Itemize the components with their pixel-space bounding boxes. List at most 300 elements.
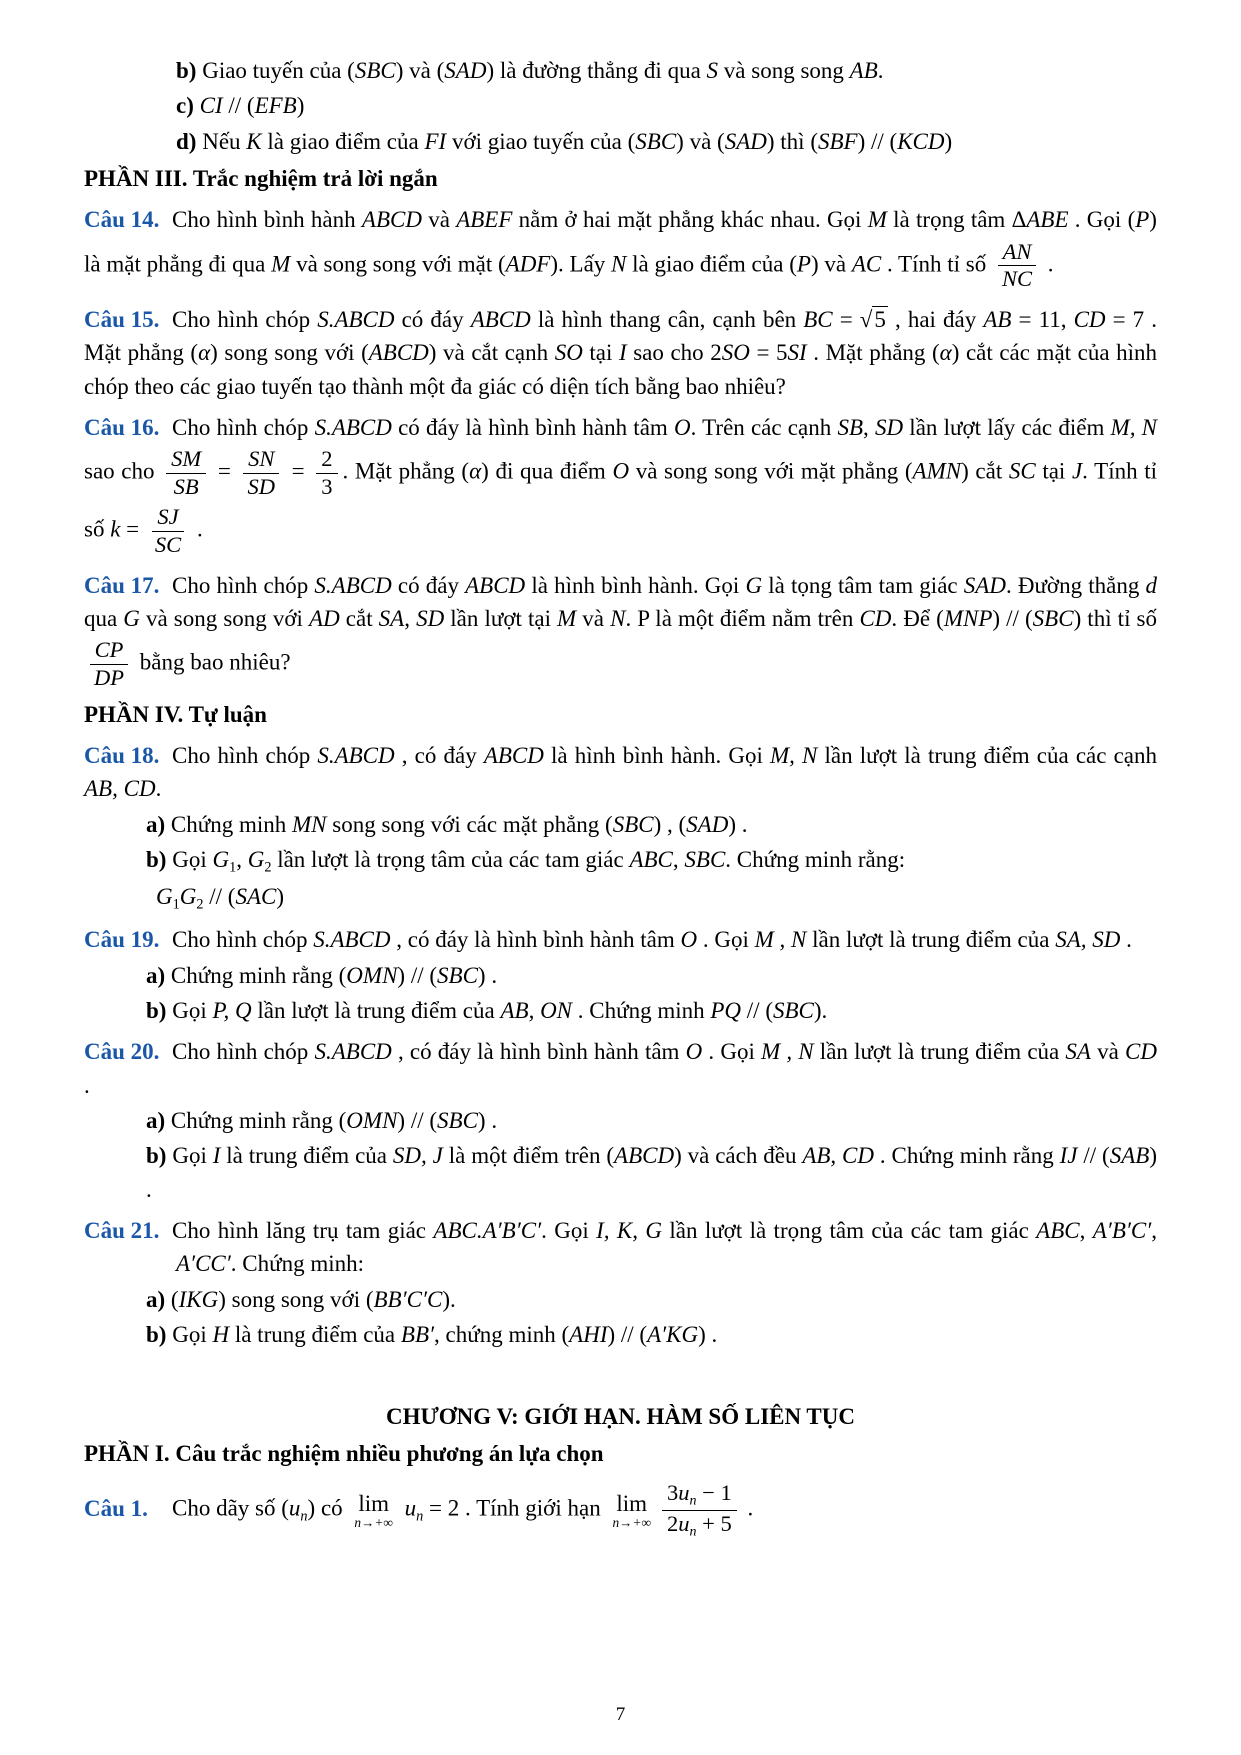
text-run: Cho hình chóp bbox=[172, 742, 318, 768]
text-run: SA bbox=[1065, 1039, 1091, 1065]
text-run: ) cắt các mặt của hình chóp theo các giao tuyến tạo thành một đa giác có diện tích bằng bao nhiêu? bbox=[84, 340, 1158, 399]
text-run: Gọi bbox=[172, 846, 213, 872]
text-run: b) bbox=[176, 58, 203, 83]
text-run: lần lượt là trọng tâm của các tam giác bbox=[661, 1218, 1037, 1244]
text-run: . Tính tỉ số bbox=[84, 458, 1157, 542]
text-run: . Chứng minh rằng: bbox=[725, 846, 906, 872]
text-run: SC bbox=[1008, 458, 1036, 484]
text-run: PQ bbox=[710, 998, 742, 1024]
text-run: b) bbox=[146, 846, 173, 872]
text-run: // ( bbox=[1077, 1143, 1110, 1169]
sqrt-radicand: 5 bbox=[874, 306, 886, 332]
text-run: ADF bbox=[505, 251, 551, 277]
text-run: d bbox=[1145, 572, 1157, 598]
limit-word: lim bbox=[358, 1490, 389, 1516]
text-run: MN bbox=[292, 811, 327, 837]
text-run: ) và cắt cạnh bbox=[428, 340, 555, 366]
question-label: Câu 17. bbox=[84, 572, 160, 598]
text-run: , bbox=[1151, 1218, 1158, 1244]
text-run: CD bbox=[859, 606, 892, 631]
question-18b-result bbox=[84, 880, 1157, 915]
text-run: sao cho 2 bbox=[626, 340, 722, 366]
document-content bbox=[84, 54, 1157, 1543]
text-run: d) bbox=[176, 128, 203, 154]
text-run: α bbox=[198, 340, 211, 366]
text-run: SAD bbox=[963, 572, 1006, 598]
text-run: ) có bbox=[307, 1495, 349, 1521]
text-run: ABE bbox=[1026, 207, 1069, 233]
text-run: Cho hình chóp bbox=[172, 306, 318, 332]
text-run: A′KG bbox=[647, 1322, 699, 1348]
text-run: . Gọi ( bbox=[1068, 207, 1136, 233]
question-20a bbox=[84, 1104, 1157, 1137]
text-run: n bbox=[416, 1508, 424, 1525]
text-run: SJ bbox=[157, 504, 179, 530]
text-run: ) và bbox=[810, 251, 852, 277]
text-run: . Để ( bbox=[891, 606, 944, 631]
question-label: Câu 18. bbox=[84, 742, 160, 768]
text-run: , có đáy bbox=[394, 742, 484, 768]
text-run: FI bbox=[424, 128, 447, 154]
fraction bbox=[662, 1480, 737, 1541]
text-run: là giao điểm của ( bbox=[626, 251, 797, 277]
question-16 bbox=[84, 411, 1157, 561]
text-run: SBC bbox=[773, 998, 814, 1024]
question-17 bbox=[84, 569, 1157, 694]
fraction-numerator bbox=[316, 446, 337, 474]
text-run: SAC bbox=[235, 884, 277, 910]
text-run: là một điểm trên ( bbox=[442, 1143, 615, 1169]
text-run: có đáy bbox=[394, 306, 471, 332]
question-20b bbox=[84, 1139, 1157, 1206]
text-run: b) bbox=[146, 1322, 173, 1348]
text-run: PHẦN III. Trắc nghiệm trả lời ngắn bbox=[84, 166, 438, 192]
text-run: BB′C′C bbox=[373, 1286, 443, 1312]
limit-subscript: n→+∞ bbox=[354, 1514, 393, 1530]
section-heading-part3 bbox=[84, 162, 1157, 195]
text-run: = bbox=[284, 458, 312, 484]
text-run: . bbox=[877, 58, 884, 83]
text-run: Cho hình chóp bbox=[172, 1039, 315, 1065]
fraction bbox=[150, 504, 186, 558]
text-run: M , N bbox=[761, 1039, 814, 1065]
text-run: n bbox=[689, 1524, 697, 1540]
text-run: ) đi qua điểm bbox=[481, 458, 613, 484]
text-run: u bbox=[288, 1495, 301, 1521]
text-run: và bbox=[1090, 1039, 1126, 1065]
text-run: là tọng tâm tam giác bbox=[762, 572, 964, 598]
text-run: u bbox=[678, 1511, 690, 1537]
text-run: ABCD bbox=[614, 1143, 675, 1169]
text-run: AB, CD bbox=[802, 1143, 875, 1169]
text-run: 2 bbox=[666, 1511, 679, 1537]
text-run: . Mặt phẳng ( bbox=[342, 458, 470, 484]
text-run: BB′ bbox=[400, 1322, 435, 1348]
text-run: M , N bbox=[754, 927, 807, 953]
text-run: ) . bbox=[146, 1143, 1157, 1202]
text-run: S.ABCD bbox=[314, 1039, 392, 1065]
text-run: qua bbox=[84, 606, 124, 631]
text-run: , hai đáy bbox=[887, 306, 984, 332]
text-run: . Gọi bbox=[697, 927, 755, 953]
text-run: // ( bbox=[203, 884, 236, 910]
text-run: ABCD bbox=[483, 742, 544, 768]
text-run: 1 bbox=[229, 859, 237, 876]
text-run: Cho hình lăng trụ tam giác bbox=[172, 1218, 434, 1244]
text-run: là giao điểm của bbox=[261, 128, 425, 154]
text-run: , bbox=[1079, 1218, 1093, 1244]
text-run: a) bbox=[146, 811, 171, 837]
text-run: . Đường thẳng bbox=[1005, 572, 1146, 598]
text-run: P, Q bbox=[212, 998, 252, 1024]
text-run: α bbox=[939, 340, 952, 366]
text-run: H bbox=[212, 1322, 230, 1348]
text-run: ) bbox=[276, 884, 285, 910]
text-run: = 11, bbox=[1011, 306, 1074, 332]
text-run: và song song với bbox=[139, 606, 310, 631]
text-run: ) và cách đều bbox=[674, 1143, 803, 1169]
fraction-numerator bbox=[662, 1480, 737, 1511]
text-run: . Trên các cạnh bbox=[690, 414, 838, 440]
text-run: SM bbox=[171, 446, 202, 472]
text-run: tại bbox=[582, 340, 619, 366]
text-run: . Gọi bbox=[541, 1218, 597, 1244]
text-run: SAD bbox=[444, 58, 487, 83]
text-run: . bbox=[191, 516, 203, 542]
text-run: SB bbox=[173, 473, 199, 499]
text-run: M bbox=[557, 606, 577, 631]
fraction-numerator bbox=[152, 504, 183, 532]
text-run: BC bbox=[803, 306, 833, 332]
text-run: là hình thang cân, cạnh bên bbox=[530, 306, 804, 332]
sqrt-expression: √5 bbox=[859, 306, 886, 332]
text-run: . Tính tỉ số bbox=[881, 251, 992, 277]
fraction bbox=[316, 446, 337, 500]
text-run: tại bbox=[1035, 458, 1072, 484]
text-run: lần lượt tại bbox=[444, 606, 558, 631]
text-run: = bbox=[211, 458, 238, 484]
question-19a bbox=[84, 959, 1157, 992]
text-run: ) bbox=[944, 128, 953, 154]
text-run: SBF bbox=[817, 128, 858, 154]
text-run: ) và ( bbox=[395, 58, 445, 83]
text-run: n bbox=[300, 1508, 308, 1525]
text-run: A′B′C′ bbox=[1092, 1218, 1152, 1244]
text-run: ) // ( bbox=[857, 128, 898, 154]
limit-word: lim bbox=[616, 1490, 648, 1516]
question-19b bbox=[84, 994, 1157, 1027]
text-run: SB bbox=[837, 414, 863, 440]
text-run: ABCD bbox=[470, 306, 531, 332]
text-run: . bbox=[84, 1072, 90, 1098]
text-run: ). bbox=[813, 998, 828, 1024]
text-run: 3 bbox=[666, 1480, 679, 1506]
text-run: . P là một điểm nằm trên bbox=[625, 606, 860, 631]
text-run: . Chứng minh bbox=[572, 998, 711, 1024]
fraction-denominator bbox=[997, 266, 1037, 293]
statement-b bbox=[84, 54, 1157, 87]
text-run: , chứng minh ( bbox=[434, 1322, 570, 1348]
text-run: n bbox=[689, 1493, 697, 1509]
text-run: , có đáy là hình bình hành tâm bbox=[390, 927, 681, 953]
text-run: với giao tuyến của ( bbox=[446, 128, 636, 154]
text-run: SAB bbox=[1109, 1143, 1150, 1169]
text-run: OMN bbox=[346, 962, 398, 988]
text-run: ABCD bbox=[361, 207, 422, 233]
text-run: SD bbox=[874, 414, 904, 440]
text-run: Cho hình chóp bbox=[172, 927, 314, 953]
fraction bbox=[242, 446, 280, 500]
fraction-denominator bbox=[316, 474, 337, 501]
text-run: là trọng tâm Δ bbox=[886, 207, 1027, 233]
text-run: ) thì tỉ số bbox=[1073, 606, 1157, 631]
fraction-denominator bbox=[242, 474, 280, 501]
text-run: a) bbox=[146, 962, 171, 988]
text-run: Chứng minh bbox=[170, 811, 293, 837]
text-run: u bbox=[678, 1480, 690, 1506]
text-run: lần lượt là trọng tâm của các tam giác bbox=[271, 846, 630, 872]
text-run: CHƯƠNG V: GIỚI HẠN. HÀM SỐ LIÊN TỤC bbox=[385, 1403, 855, 1429]
text-run: SBC bbox=[684, 846, 726, 872]
text-run: ) . bbox=[728, 811, 748, 837]
text-run: và song song với mặt phẳng ( bbox=[629, 458, 913, 484]
text-run: MNP bbox=[943, 606, 993, 631]
text-run: SI bbox=[787, 340, 807, 366]
text-run: ABC bbox=[629, 846, 673, 872]
text-run: SD, J bbox=[392, 1143, 443, 1169]
text-run: . bbox=[1120, 927, 1132, 953]
text-run: G bbox=[212, 846, 230, 872]
text-run: IKG bbox=[178, 1286, 219, 1312]
text-run: SAD bbox=[724, 128, 767, 154]
text-run: S bbox=[706, 58, 719, 83]
statement-c bbox=[84, 89, 1157, 122]
fraction-numerator bbox=[90, 637, 129, 665]
text-run: SD bbox=[416, 606, 445, 631]
question-18 bbox=[84, 739, 1157, 806]
text-run: ABCD bbox=[465, 572, 526, 598]
text-run: G bbox=[179, 884, 197, 910]
text-run: G bbox=[123, 606, 140, 631]
fraction-numerator bbox=[243, 446, 279, 474]
text-run: . bbox=[1042, 251, 1054, 277]
text-run: O bbox=[612, 458, 630, 484]
question-label: Câu 20. bbox=[84, 1039, 160, 1065]
text-run: K bbox=[246, 128, 262, 154]
limit-operator bbox=[354, 1492, 393, 1530]
text-run: ) . bbox=[477, 962, 498, 988]
text-run: OMN bbox=[346, 1108, 398, 1134]
text-run: O bbox=[680, 927, 698, 953]
text-run: là trung điểm của bbox=[220, 1143, 393, 1169]
text-run: CP bbox=[94, 637, 124, 663]
text-run: M, N bbox=[770, 742, 818, 768]
question-20 bbox=[84, 1035, 1157, 1102]
text-run: , bbox=[404, 606, 417, 631]
text-run: I bbox=[212, 1143, 221, 1169]
question-14 bbox=[84, 203, 1157, 295]
text-run: Chứng minh rằng ( bbox=[170, 962, 347, 988]
text-run: u bbox=[404, 1495, 417, 1521]
text-run: CD bbox=[1125, 1039, 1157, 1065]
text-run: và bbox=[576, 606, 611, 631]
question-21a bbox=[84, 1283, 1157, 1316]
text-run: = bbox=[832, 306, 860, 332]
text-run: Gọi bbox=[172, 1322, 213, 1348]
text-run: AB, ON bbox=[500, 998, 573, 1024]
text-run: Giao tuyến của ( bbox=[202, 58, 355, 83]
fraction bbox=[89, 637, 129, 691]
text-run: . Mặt phẳng ( bbox=[806, 340, 940, 366]
text-run: CD bbox=[1073, 306, 1106, 332]
text-run: ) cắt bbox=[961, 458, 1009, 484]
text-run: + 5 bbox=[696, 1511, 732, 1537]
text-run: 1 bbox=[172, 896, 180, 913]
text-run: SBC bbox=[635, 128, 677, 154]
text-run: AMN bbox=[912, 458, 962, 484]
text-run: SN bbox=[248, 446, 275, 472]
text-run: I bbox=[618, 340, 627, 366]
question-label: Câu 16. bbox=[84, 414, 160, 440]
text-run: a) bbox=[146, 1108, 171, 1134]
text-run: SA bbox=[378, 606, 405, 631]
text-run: I, K, G bbox=[596, 1218, 662, 1244]
text-run: . bbox=[155, 776, 162, 802]
text-run: ) . bbox=[477, 1108, 498, 1134]
text-run: b) bbox=[146, 998, 173, 1024]
text-run: // ( bbox=[222, 93, 255, 119]
text-run: AD bbox=[309, 606, 340, 631]
text-run: G bbox=[247, 846, 265, 872]
fraction-numerator bbox=[998, 239, 1037, 267]
text-run: O bbox=[674, 414, 691, 440]
text-run: 2 bbox=[321, 446, 333, 472]
text-run: có đáy là hình bình hành tâm bbox=[391, 414, 674, 440]
question-21 bbox=[84, 1214, 1157, 1281]
text-run: cắt bbox=[339, 606, 379, 631]
text-run: Gọi bbox=[172, 998, 213, 1024]
text-run: ABC.A′B′C′ bbox=[433, 1218, 542, 1244]
text-run: ). bbox=[442, 1286, 456, 1312]
text-run: M bbox=[867, 207, 887, 233]
section-heading-part4 bbox=[84, 698, 1157, 731]
text-run: c) bbox=[176, 93, 200, 119]
fraction-denominator bbox=[169, 474, 204, 501]
fraction-denominator bbox=[662, 1511, 737, 1541]
text-run: ) // ( bbox=[397, 1108, 438, 1134]
text-run: sao cho bbox=[84, 458, 162, 484]
text-run: , bbox=[863, 414, 875, 440]
question-label: Câu 14. bbox=[84, 207, 160, 233]
text-run: PHẦN I. Câu trắc nghiệm nhiều phương án lựa chọn bbox=[84, 1440, 604, 1466]
text-run: PHẦN IV. Tự luận bbox=[84, 701, 267, 727]
text-run: SC bbox=[154, 532, 182, 558]
text-run: Cho hình chóp bbox=[172, 414, 315, 440]
text-run: ) là đường thẳng đi qua bbox=[486, 58, 707, 83]
text-run: SBC bbox=[1032, 606, 1074, 631]
text-run: DP bbox=[94, 664, 125, 690]
text-run: NC bbox=[1001, 266, 1033, 292]
text-run: ABEF bbox=[456, 207, 513, 233]
text-run: . Chứng minh rằng bbox=[874, 1143, 1060, 1169]
text-run: S.ABCD bbox=[314, 572, 392, 598]
text-run: SBC bbox=[437, 1108, 478, 1134]
text-run: ). Lấy bbox=[550, 251, 612, 277]
text-run: AC bbox=[851, 251, 882, 277]
text-run: Cho dãy số ( bbox=[172, 1495, 289, 1521]
question-label: Câu 19. bbox=[84, 927, 160, 953]
question-1 bbox=[84, 1478, 1157, 1543]
text-run: ) // ( bbox=[397, 962, 438, 988]
question-19 bbox=[84, 923, 1157, 956]
text-run: ) // ( bbox=[607, 1322, 648, 1348]
text-run: . Chứng minh: bbox=[230, 1251, 365, 1277]
text-run: ABCD bbox=[368, 340, 429, 366]
text-run: SBC bbox=[612, 811, 654, 837]
text-run: IJ bbox=[1059, 1143, 1078, 1169]
text-run: , bbox=[672, 846, 685, 872]
text-run: 3 bbox=[321, 473, 333, 499]
text-run: và song song với mặt ( bbox=[290, 251, 506, 277]
text-run: nằm ở hai mặt phẳng khác nhau. Gọi bbox=[512, 207, 868, 233]
fraction-denominator bbox=[150, 532, 186, 559]
text-run: Nếu bbox=[202, 128, 247, 154]
text-run: Gọi bbox=[172, 1143, 213, 1169]
text-run: P bbox=[796, 251, 811, 277]
page-number: 7 bbox=[615, 1704, 626, 1726]
text-run: = 5 bbox=[749, 340, 788, 366]
text-run: ( bbox=[170, 1286, 179, 1312]
text-run: // ( bbox=[741, 998, 773, 1024]
text-run: α bbox=[469, 458, 482, 484]
text-run: là hình bình hành. Gọi bbox=[525, 572, 746, 598]
text-run: S.ABCD bbox=[317, 306, 395, 332]
text-run: KCD bbox=[897, 128, 945, 154]
text-run: SD bbox=[247, 473, 275, 499]
fraction-denominator bbox=[89, 665, 129, 692]
text-run: N bbox=[610, 606, 626, 631]
text-run: ) là mặt phẳng đi qua bbox=[84, 207, 1157, 277]
text-run: lần lượt là trung điểm của các cạnh bbox=[817, 742, 1158, 768]
text-run: ) , ( bbox=[653, 811, 687, 837]
text-run: M, N bbox=[1110, 414, 1158, 440]
text-run: ) bbox=[296, 93, 305, 119]
text-run: EFB bbox=[254, 93, 297, 119]
text-run: 2 bbox=[196, 896, 204, 913]
chapter-heading bbox=[84, 1400, 1157, 1433]
text-run: là trung điểm của bbox=[229, 1322, 401, 1348]
text-run: ) song song với ( bbox=[210, 340, 369, 366]
text-run: song song với các mặt phẳng ( bbox=[326, 811, 613, 837]
text-run: J bbox=[1071, 458, 1083, 484]
question-18b bbox=[84, 843, 1157, 878]
text-run: A′CC′ bbox=[176, 1251, 231, 1277]
text-run: SBC bbox=[437, 962, 478, 988]
text-run: SBC bbox=[354, 58, 396, 83]
text-run: AN bbox=[1002, 238, 1032, 264]
text-run: AB bbox=[983, 306, 1012, 332]
text-run: và bbox=[421, 207, 457, 233]
text-run: CI bbox=[199, 93, 223, 119]
text-run: . Gọi bbox=[702, 1039, 762, 1065]
text-run: ) song song với ( bbox=[218, 1286, 374, 1312]
fraction bbox=[166, 446, 206, 500]
section-heading-part1 bbox=[84, 1437, 1157, 1470]
text-run: S.ABCD bbox=[313, 927, 391, 953]
text-run: O bbox=[685, 1039, 703, 1065]
question-18a bbox=[84, 808, 1157, 841]
text-run: và song song bbox=[718, 58, 850, 83]
